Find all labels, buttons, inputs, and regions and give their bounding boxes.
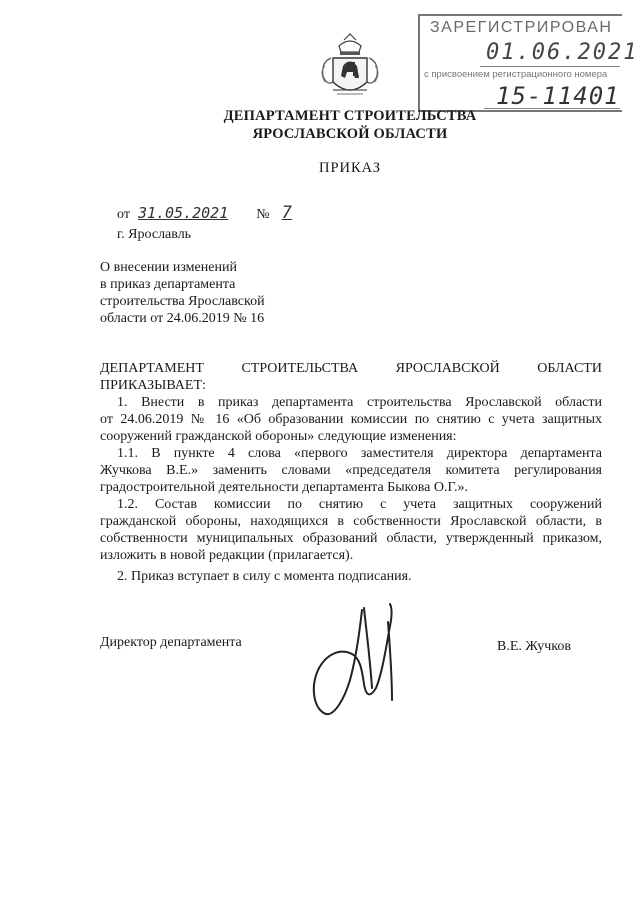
order-date-line <box>117 205 292 223</box>
signatory-position: Директор департамента <box>100 635 242 650</box>
stamp-title: ЗАРЕГИСТРИРОВАН <box>430 19 613 36</box>
handwritten-signature <box>300 588 420 728</box>
stamp-number: 15-11401 <box>496 82 620 110</box>
subject-line: области от 24.06.2019 № 16 <box>100 311 265 326</box>
number-prefix: № <box>256 207 270 222</box>
preamble-word: ДЕПАРТАМЕНТ <box>100 361 204 376</box>
department-name-line1: ДЕПАРТАМЕНТ СТРОИТЕЛЬСТВА <box>223 108 477 124</box>
stamp-note: с присвоением регистрационного номера <box>424 69 608 80</box>
paragraph-1-1-first-line: 1.1. В пункте 4 слова «первого заместителя директора департамента <box>117 446 602 461</box>
order-number: 7 <box>281 203 292 223</box>
signatory-name: В.Е. Жучков <box>497 639 571 654</box>
preamble-word: СТРОИТЕЛЬСТВА <box>241 361 359 376</box>
preamble-line1 <box>100 360 602 377</box>
paragraph-1-1-rest: Жучкова В.Е.» заменить словами «председателя комитета регулирования градостроительной деятельности департамента Быкова О.Г.». <box>100 463 602 495</box>
stamp-date: 01.06.2021 <box>486 40 639 65</box>
subject-line: в приказ департамента <box>100 277 236 292</box>
preamble-word: ОБЛАСТИ <box>537 361 602 376</box>
order-date: 31.05.2021 <box>137 204 229 222</box>
paragraph-1-2-rest: гражданской обороны, находящихся в собственности Ярославской области, в собственности муниципальных образований области, утвержденный приказом, изложить в новой редакции (прилагается). <box>100 514 602 563</box>
preamble-line2: ПРИКАЗЫВАЕТ: <box>100 378 206 393</box>
city: г. Ярославль <box>117 227 192 242</box>
document-title: ПРИКАЗ <box>318 160 382 176</box>
department-name-line2: ЯРОСЛАВСКОЙ ОБЛАСТИ <box>252 126 448 142</box>
paragraph-1-2-first-line: 1.2. Состав комиссии по снятию с учета защитных сооружений <box>117 497 602 512</box>
paragraph-1-rest: от 24.06.2019 № 16 «Об образовании комиссии по снятию с учета защитных сооружений гражданской обороны» следующие изменения: <box>100 412 602 444</box>
preamble-word: ЯРОСЛАВСКОЙ <box>395 361 500 376</box>
date-prefix: от <box>117 207 130 222</box>
paragraph-2: 2. Приказ вступает в силу с момента подписания. <box>117 569 412 584</box>
subject-block <box>100 259 265 327</box>
paragraph-1-first-line: 1. Внести в приказ департамента строительства Ярославской области <box>117 395 602 410</box>
registration-stamp <box>418 14 639 112</box>
subject-line: О внесении изменений <box>100 260 237 275</box>
coat-of-arms-emblem <box>317 32 383 102</box>
subject-line: строительства Ярославской <box>100 294 265 309</box>
